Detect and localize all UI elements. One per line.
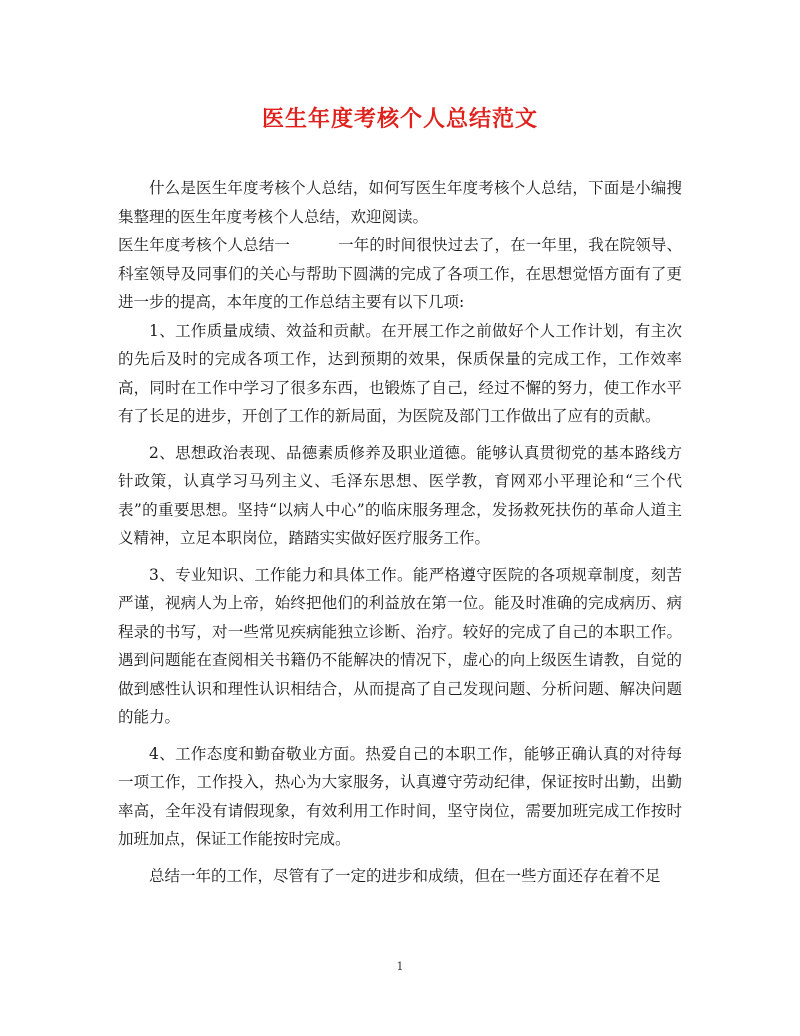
paragraph-3: 3、专业知识、工作能力和具体工作。能严格遵守医院的各项规章制度，刻苦严谨，视病人为上帝，始终把他们的利益放在第一位。能及时准确的完成病历、病程录的书写，对一些常见疾病能独立诊断、治疗。较好的完成了自己的本职工作。遇到问题能在查阅相关书籍仍不能解决的情况下，虚心的向上级医生请教，自觉的做到感性认识和理性认识相结合，从而提高了自己发现问题、分析问题、解决问题的能力。	[118, 565, 682, 726]
section-paragraph	[118, 231, 682, 317]
paragraph-5: 总结一年的工作，尽管有了一定的进步和成绩，但在一些方面还存在着不足	[149, 866, 661, 885]
intro-paragraph: 什么是医生年度考核个人总结，如何写医生年度考核个人总结，下面是小编搜集整理的医生年度考核个人总结，欢迎阅读。	[118, 179, 682, 226]
paragraph-4: 4、工作态度和勤奋敬业方面。热爱自己的本职工作，能够正确认真的对待每一项工作，工作投入，热心为大家服务，认真遵守劳动纪律，保证按时出勤，出勤率高，全年没有请假现象，有效利用工作时间，坚守岗位，需要加班完成工作按时加班加点，保证工作能按时完成。	[118, 744, 682, 848]
document-title: 医生年度考核个人总结范文	[261, 106, 538, 132]
paragraph-1: 1、工作质量成绩、效益和贡献。在开展工作之前做好个人工作计划，有主次的先后及时的完成各项工作，达到预期的效果，保质保量的完成工作，工作效率高，同时在工作中学习了很多东西，也锻炼了自己，经过不懈的努力，使工作水平有了长足的进步，开创了工作的新局面，为医院及部门工作做出了应有的贡献。	[118, 321, 682, 425]
paragraph-2: 2、思想政治表现、品德素质修养及职业道德。能够认真贯彻党的基本路线方针政策，认真学习马列主义、毛泽东思想、医学教，育网邓小平理论和“三个代表”的重要思想。坚持“以病人中心”的临床服务理念，发扬救死扶伤的革命人道主义精神，立足本职岗位，踏踏实实做好医疗服务工作。	[118, 443, 682, 547]
page-number: 1	[396, 960, 404, 973]
section-heading: 医生年度考核个人总结一	[118, 236, 290, 254]
section-intro: 一年的时间很快过去了，在一年里，我在院领导、科室领导及同事们的关心与帮助下圆满的完成了各项工作，在思想觉悟方面有了更进一步的提高，本年度的工作总结主要有以下几项:	[118, 236, 682, 311]
document-body	[118, 174, 682, 890]
